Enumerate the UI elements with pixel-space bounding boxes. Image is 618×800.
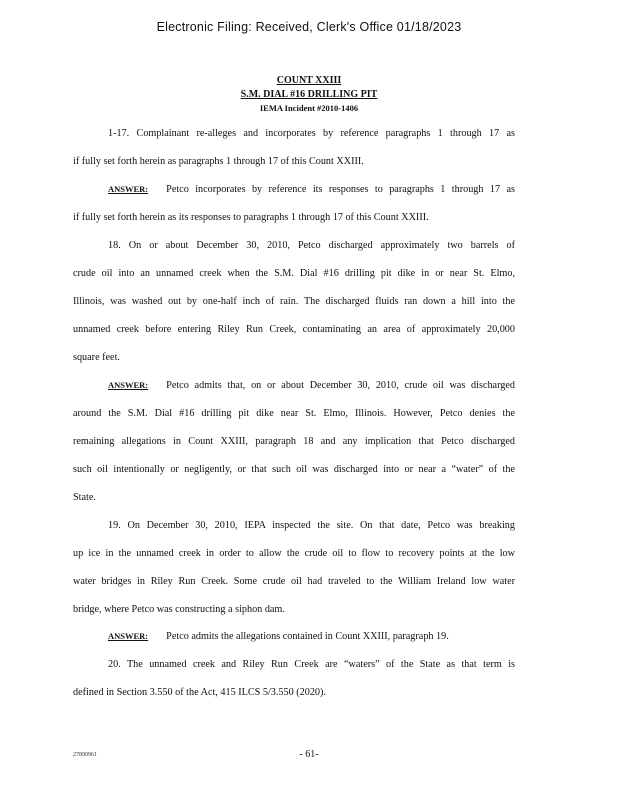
para-20-line-1: 20. The unnamed creek and Riley Run Creek are “waters” of the State as that term is [108,659,515,670]
answer-label: ANSWER: [108,184,149,194]
para-19-line-1: 19. On December 30, 2010, IEPA inspected the site. On that date, Petco was breaking [108,520,515,531]
para-18-line-4: unnamed creek before entering Riley Run Creek, contaminating an area of approximately 20,000 [73,324,515,335]
para-18-line-5: square feet. [73,352,120,363]
answer-label: ANSWER: [108,631,149,641]
para-19-line-4: bridge, where Petco was constructing a siphon dam. [73,604,285,615]
para-20-line-2: defined in Section 3.550 of the Act, 415 ILCS 5/3.550 (2020). [73,687,326,698]
para-19-line-2: up ice in the unnamed creek in order to allow the crude oil to flow to recovery points at the low [73,548,515,559]
para-18-line-2: crude oil into an unnamed creek when the S.M. Dial #16 drilling pit dike in or near St. Elmo, [73,268,515,279]
answer-18-line-5: State. [73,492,96,503]
count-title: COUNT XXIII [276,75,342,86]
document-id: 27890961 [73,752,97,758]
pit-title: S.M. DIAL #16 DRILLING PIT [240,89,378,100]
answer-label: ANSWER: [108,380,149,390]
answer-18-line-2: around the S.M. Dial #16 drilling pit dike near St. Elmo, Illinois. However, Petco denies the [73,408,515,419]
para-1-17-line-1: 1-17. Complainant re-alleges and incorporates by reference paragraphs 1 through 17 as [108,128,515,139]
para-1-17-line-2: if fully set forth herein as paragraphs 1 through 17 of this Count XXIII. [73,156,364,167]
answer-18-line-4: such oil intentionally or negligently, or that such oil was discharged into or near a “water” of the [73,464,515,475]
para-19-line-3: water bridges in Riley Run Creek. Some crude oil had traveled to the William Ireland low water [73,576,515,587]
answer-18-line-1: ANSWER: Petco admits that, on or about December 30, 2010, crude oil was discharged [108,380,515,391]
answer-18-line-3: remaining allegations in Count XXIII, paragraph 18 and any implication that Petco discharged [73,436,515,447]
filing-header: Electronic Filing: Received, Clerk's Office 01/18/2023 [156,20,462,34]
para-18-line-3: Illinois, was washed out by one-half inch of rain. The discharged fluids ran down a hill into the [73,296,515,307]
answer-1-17-line-1: ANSWER: Petco incorporates by reference its responses to paragraphs 1 through 17 as [108,184,515,195]
answer-19-line-1: ANSWER: Petco admits the allegations contained in Count XXIII, paragraph 19. [108,631,449,642]
page-number: - 61- [299,749,319,760]
answer-1-17-line-2: if fully set forth herein as its responses to paragraphs 1 through 17 of this Count XXIII. [73,212,429,223]
incident-title: IEMA Incident #2010-1406 [259,103,359,113]
para-18-line-1: 18. On or about December 30, 2010, Petco discharged approximately two barrels of [108,240,515,251]
